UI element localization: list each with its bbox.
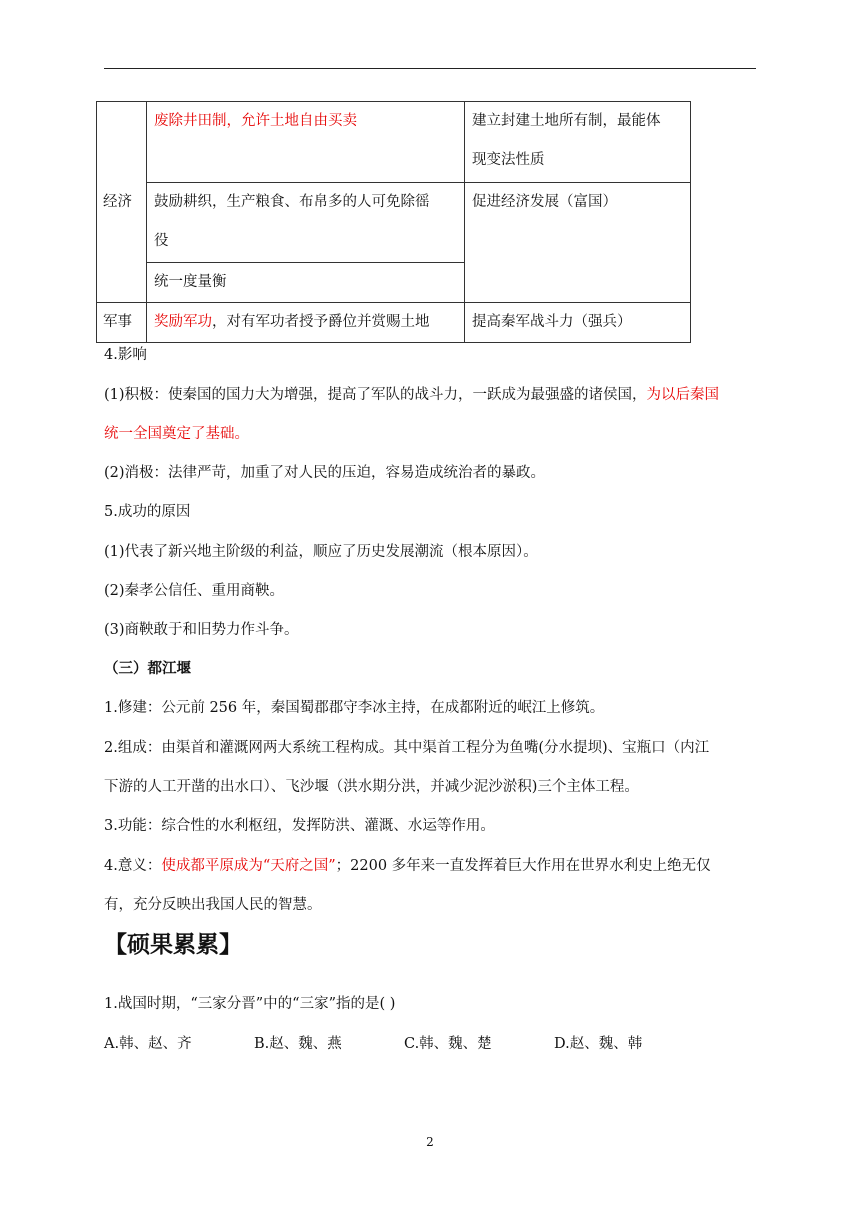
measure-cell — [147, 303, 465, 343]
dujiangyan-item-3: 3.功能：综合性的水利枢纽，发挥防洪、灌溉、水运等作用。 — [104, 818, 495, 834]
measure-cell — [147, 102, 465, 183]
military-label: 军事 — [103, 314, 132, 330]
option-a: A.韩、赵、齐 — [104, 1036, 192, 1052]
dujiangyan-item-4b: 有，充分反映出我国人民的智慧。 — [104, 897, 322, 913]
dj4-red: 使成都平原成为“天府之国” — [161, 858, 336, 874]
measure-text: ，对有军功者授予爵位并赏赐土地 — [212, 314, 430, 330]
option-b: B.赵、魏、燕 — [254, 1036, 342, 1052]
dujiangyan-item-1: 1.修建：公元前 256 年，秦国蜀郡郡守李冰主持，在成都附近的岷江上修筑。 — [104, 700, 605, 716]
effect-text: 现变法性质 — [472, 152, 545, 168]
effect-cell — [465, 183, 691, 303]
impact-positive-red: 为以后秦国 — [646, 387, 720, 403]
measure-cell — [147, 263, 465, 303]
measure-text: 废除井田制，允许土地自由买卖 — [154, 113, 357, 129]
dj4-prefix: 4.意义： — [104, 858, 162, 874]
measure-text: 统一度量衡 — [154, 274, 227, 290]
question-1: 1.战国时期，“三家分晋”中的“三家”指的是( ) — [104, 996, 396, 1012]
success-item-3: (3)商鞅敢于和旧势力作斗争。 — [104, 622, 299, 638]
dujiangyan-item-4a — [104, 856, 711, 876]
effect-text: 促进经济发展（富国） — [472, 194, 617, 210]
measure-text-red: 奖励军功 — [154, 314, 212, 330]
dujiangyan-item-2a: 2.组成：由渠首和灌溉网两大系统工程构成。其中渠首工程分为鱼嘴(分水提坝)、宝瓶口（内江 — [104, 740, 710, 756]
option-c: C.韩、魏、楚 — [404, 1036, 492, 1052]
dujiangyan-heading: （三）都江堰 — [104, 660, 191, 677]
impact-heading: 4.影响 — [104, 347, 147, 363]
measure-cell — [147, 183, 465, 263]
table-row — [97, 183, 691, 263]
effect-cell — [465, 303, 691, 343]
reform-table — [96, 101, 691, 343]
effect-cell — [465, 102, 691, 183]
measure-text: 鼓励耕织，生产粮食、布帛多的人可免除徭 — [154, 194, 430, 210]
success-heading: 5.成功的原因 — [104, 504, 191, 520]
page-number: 2 — [426, 1135, 434, 1149]
effect-text: 建立封建土地所有制，最能体 — [472, 113, 661, 129]
success-item-1: (1)代表了新兴地主阶级的利益，顺应了历史发展潮流（根本原因）。 — [104, 544, 538, 560]
table-row — [97, 303, 691, 343]
option-d: D.赵、魏、韩 — [554, 1036, 643, 1052]
impact-positive-line — [104, 385, 719, 405]
impact-positive-red-line: 统一全国奠定了基础。 — [104, 426, 249, 442]
impact-negative: (2)消极：法律严苛，加重了对人民的压迫，容易造成统治者的暴政。 — [104, 465, 546, 481]
economy-label: 经济 — [103, 193, 132, 210]
measure-text: 役 — [154, 233, 169, 249]
table-row — [97, 102, 691, 183]
success-item-2: (2)秦孝公信任、重用商鞅。 — [104, 583, 285, 599]
section-title: 【硕果累累】 — [104, 932, 242, 958]
dujiangyan-item-2b: 下游的人工开凿的出水口）、飞沙堰（洪水期分洪，并减少泥沙淤积)三个主体工程。 — [104, 779, 639, 795]
military-cell — [97, 303, 147, 343]
dj4-rest: ；2200 多年来一直发挥着巨大作用在世界水利史上绝无仅 — [335, 858, 711, 874]
impact-positive-text: (1)积极：使秦国的国力大为增强，提高了军队的战斗力，一跃成为最强盛的诸侯国， — [104, 387, 647, 403]
header-rule — [104, 68, 756, 69]
economy-cell — [97, 102, 147, 303]
effect-text: 提高秦军战斗力（强兵） — [472, 314, 632, 330]
